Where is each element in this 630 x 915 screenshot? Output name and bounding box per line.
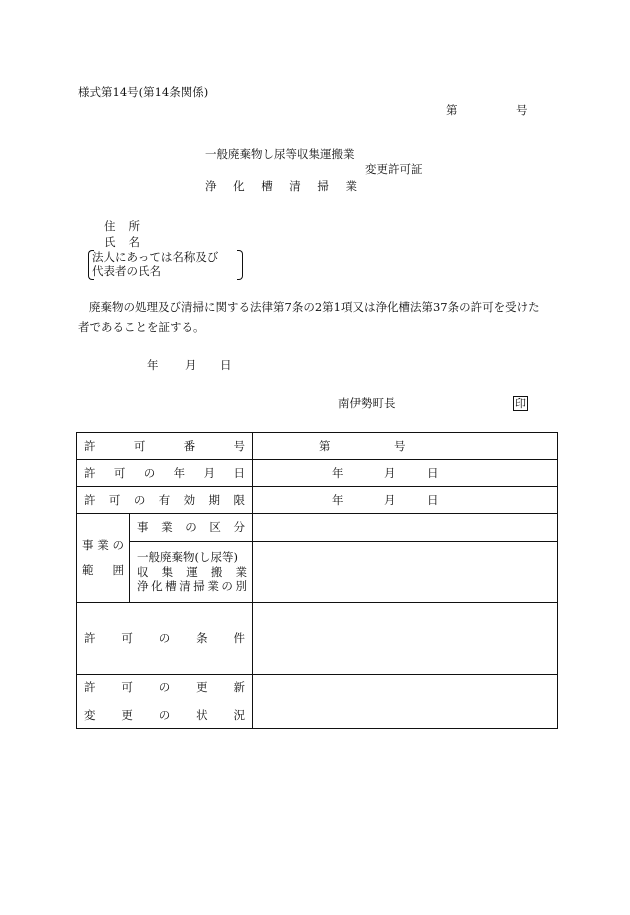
title-char: 掃: [317, 179, 329, 193]
label-permit-number: 許 可 番 号: [77, 433, 253, 460]
label-renewal: 許 可 の 更 新 変 更 の 状 況: [77, 675, 253, 729]
name-label: 氏 名: [104, 235, 140, 249]
date-day: 日: [220, 358, 232, 372]
value-permit-number: 第 号: [253, 433, 558, 460]
row-division: [77, 514, 558, 542]
title-line-1: 一般廃棄物し尿等収集運搬業: [205, 147, 355, 161]
certification-text-line-1: 廃棄物の処理及び清掃に関する法律第7条の2第1項又は浄化槽法第37条の許可を受けた: [89, 300, 540, 314]
value-validity: 年 月 日: [253, 487, 558, 514]
row-validity: [77, 487, 558, 514]
label-permit-date: 許 可 の 年 月 日: [77, 460, 253, 487]
value-permit-date: 年 月 日: [253, 460, 558, 487]
row-renewal: [77, 675, 558, 729]
title-line-2: 変更許可証: [365, 162, 423, 176]
row-permit-number: [77, 433, 558, 460]
label-conditions: 許 可 の 条 件: [77, 603, 253, 675]
title-char: 槽: [261, 179, 273, 193]
title-char: 化: [233, 179, 245, 193]
certification-text-line-2: 者であることを証する。: [78, 320, 205, 334]
corporate-note-line-1: 法人にあっては名称及び: [92, 250, 219, 264]
issuer-name: 南伊勢町長: [338, 396, 396, 410]
title-char: 浄: [205, 179, 217, 193]
value-business-division: [253, 514, 558, 542]
value-business-type: [253, 542, 558, 603]
cert-number-suffix: 号: [516, 103, 528, 117]
label-business-division: 事 業 の 区 分: [130, 514, 253, 542]
corporate-note-line-2: 代表者の氏名: [92, 264, 161, 278]
value-renewal: [253, 675, 558, 729]
title-char: 業: [345, 179, 357, 193]
cert-number-prefix: 第: [446, 103, 458, 117]
bracket-right: [237, 250, 243, 280]
permit-table: [76, 432, 558, 729]
row-conditions: [77, 603, 558, 675]
date-month: 月: [185, 358, 197, 372]
value-conditions: [253, 603, 558, 675]
row-business-type: [77, 542, 558, 603]
title-line-3: [205, 180, 357, 194]
title-char: 清: [289, 179, 301, 193]
label-validity: 許 可 の 有 効 期 限: [77, 487, 253, 514]
address-label: 住 所: [104, 219, 140, 233]
form-number: 様式第14号(第14条関係): [78, 85, 209, 99]
seal-mark: 印: [515, 397, 526, 410]
date-year: 年: [147, 358, 159, 372]
label-business-scope: 事 業 の 範 囲: [77, 514, 130, 603]
row-permit-date: [77, 460, 558, 487]
label-business-type: 一般廃棄物(し尿等) 収 集 運 搬 業 浄 化 槽 清 掃 業 の 別: [130, 542, 253, 603]
